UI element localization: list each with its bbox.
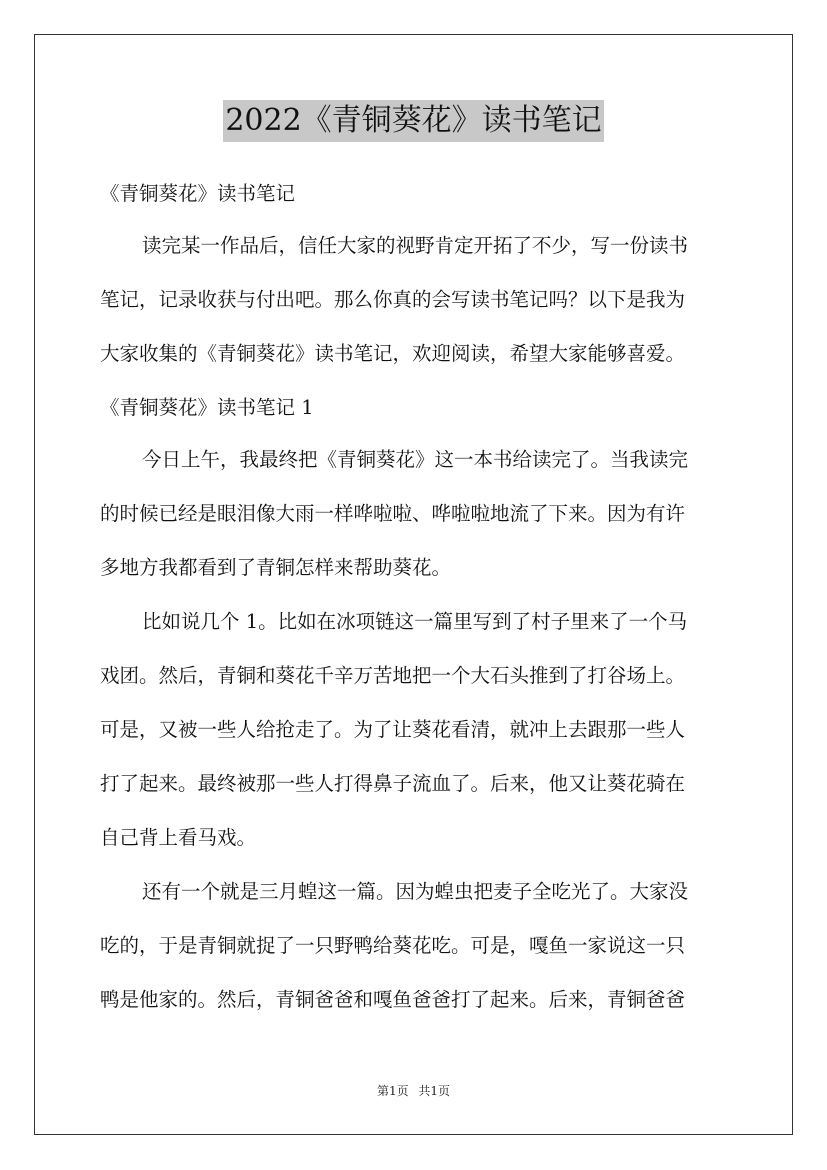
section-heading: 《青铜葵花》读书笔记 xyxy=(100,182,296,205)
paragraph-line: 自己背上看马戏。 xyxy=(100,826,257,849)
paragraph-line: 多地方我都看到了青铜怎样来帮助葵花。 xyxy=(100,556,452,579)
paragraph-line: 读完某一作品后，信任大家的视野肯定开拓了不少，写一份读书 xyxy=(142,234,689,257)
page-footer xyxy=(0,1083,827,1099)
paragraph-line: 今日上午，我最终把《青铜葵花》这一本书给读完了。当我读完 xyxy=(142,448,689,471)
paragraph-line: 戏团。然后，青铜和葵花千辛万苦地把一个大石头推到了打谷场上。 xyxy=(100,664,686,687)
page-number: 第1页 xyxy=(376,1084,409,1098)
paragraph-line: 笔记，记录收获与付出吧。那么你真的会写读书笔记吗？以下是我为 xyxy=(100,288,686,311)
section-heading: 《青铜葵花》读书笔记 1 xyxy=(100,396,314,419)
paragraph-line: 可是，又被一些人给抢走了。为了让葵花看清，就冲上去跟那一些人 xyxy=(100,718,686,741)
document-body xyxy=(100,172,728,1032)
paragraph-line: 还有一个就是三月蝗这一篇。因为蝗虫把麦子全吃光了。大家没 xyxy=(142,880,689,903)
paragraph-line: 吃的，于是青铜就捉了一只野鸭给葵花吃。可是，嘎鱼一家说这一只 xyxy=(100,934,686,957)
paragraph-line: 比如说几个 1。比如在冰项链这一篇里写到了村子里来了一个马 xyxy=(142,610,688,633)
page-total: 共1页 xyxy=(418,1084,451,1098)
document-title: 2022《青铜葵花》读书笔记 xyxy=(223,100,603,142)
paragraph-line: 鸭是他家的。然后，青铜爸爸和嘎鱼爸爸打了起来。后来，青铜爸爸 xyxy=(100,988,686,1011)
title-container xyxy=(0,100,827,142)
paragraph-line: 大家收集的《青铜葵花》读书笔记，欢迎阅读，希望大家能够喜爱。 xyxy=(100,342,686,365)
paragraph-line: 的时候已经是眼泪像大雨一样哗啦啦、哗啦啦地流了下来。因为有许 xyxy=(100,502,686,525)
paragraph-line: 打了起来。最终被那一些人打得鼻子流血了。后来，他又让葵花骑在 xyxy=(100,772,686,795)
